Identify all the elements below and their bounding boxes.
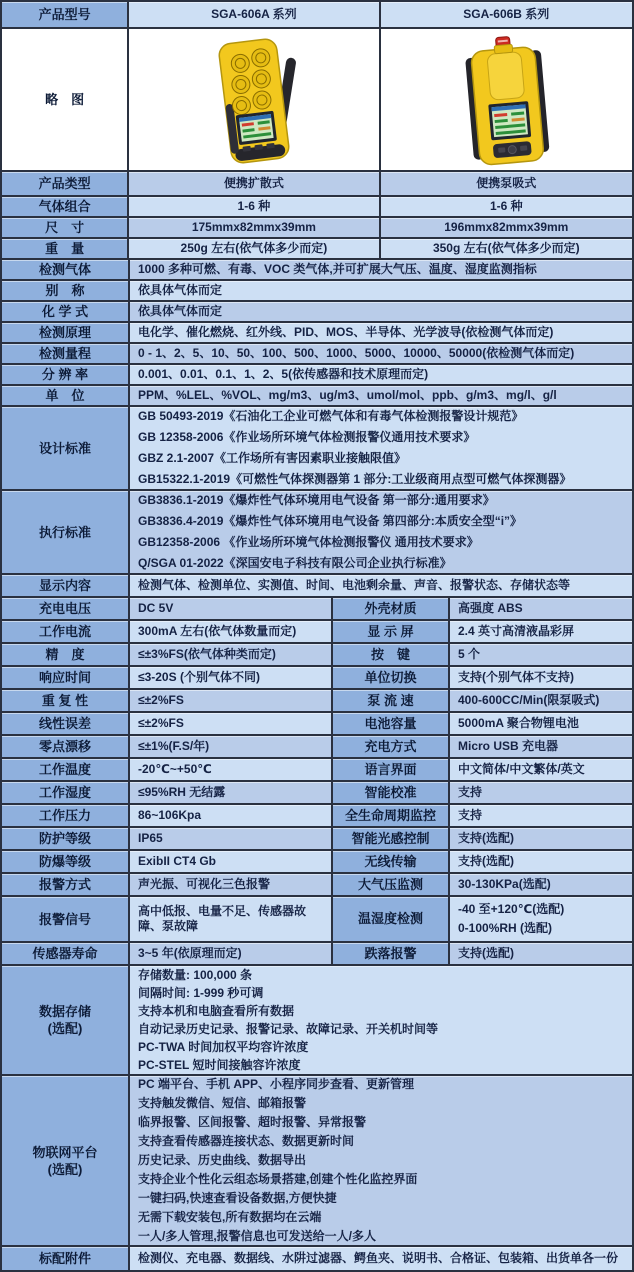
light-sense-value: 支持(选配): [450, 828, 632, 849]
row-gas-combo: [2, 197, 632, 218]
linearity-error-value: ≤±2%FS: [130, 713, 333, 734]
row-alarm-signal: [2, 897, 632, 943]
principle-label: 检测原理: [2, 323, 130, 342]
smart-calibration-value: 支持: [450, 782, 632, 803]
unit-switch-label: 单位切换: [333, 667, 450, 688]
iot-line: 临界报警、区间报警、超时报警、异常报警: [138, 1115, 367, 1129]
row-exec-standards: [2, 491, 632, 575]
iot-line: 历史记录、历史曲线、数据导出: [138, 1153, 307, 1167]
display-content-label: 显示内容: [2, 575, 130, 596]
size-label: 尺 寸: [2, 218, 129, 237]
working-temp-label: 工作温度: [2, 759, 130, 780]
alarm-mode-value: 声光振、可视化三色报警: [130, 874, 333, 895]
pressure-monitor-label: 大气压监测: [333, 874, 450, 895]
row-response-time: [2, 667, 632, 690]
row-size: [2, 218, 632, 239]
design-standard-line: GB 50493-2019《石油化工企业可燃气体和有毒气体检测报警设计规范》: [138, 409, 524, 423]
storage-line: 自动记录历史记录、报警记录、故障记录、开关机时间等: [138, 1022, 439, 1036]
iot-line: 一人/多人管理,报警信息也可发送给一人/多人: [138, 1229, 377, 1243]
diffusion-detector-illustration: [179, 31, 329, 169]
row-working-pressure: [2, 805, 632, 828]
product-type-a: 便携扩散式: [129, 172, 380, 195]
exec-standards-label: 执行标准: [2, 491, 130, 573]
sensor-life-label: 传感器寿命: [2, 943, 130, 964]
working-temp-value: -20℃~+50℃: [130, 759, 333, 780]
weight-b: 350g 左右(依气体多少而定): [381, 239, 632, 258]
sensor-life-value: 3~5 年(依原理而定): [130, 943, 333, 964]
row-protection-grade: [2, 828, 632, 851]
weight-label: 重 量: [2, 239, 129, 258]
unit-label: 单 位: [2, 386, 130, 405]
pump-detector-illustration: [431, 31, 581, 169]
working-humidity-label: 工作湿度: [2, 782, 130, 803]
accuracy-value: ≤±3%FS(依气体种类而定): [130, 644, 333, 665]
row-product-images: [2, 29, 632, 172]
product-photo-sga606a: [129, 29, 380, 170]
range-label: 检测量程: [2, 344, 130, 363]
zero-drift-value: ≤±1%(F.S/年): [130, 736, 333, 757]
alias-label: 别 称: [2, 281, 130, 300]
alias-value: 依具体气体而定: [130, 281, 632, 300]
protection-grade-value: IP65: [130, 828, 333, 849]
row-principle: [2, 323, 632, 344]
row-explosion-proof: [2, 851, 632, 874]
row-product-type: [2, 172, 632, 197]
linearity-error-label: 线性误差: [2, 713, 130, 734]
gas-combo-b: 1-6 种: [381, 197, 632, 216]
storage-line: 间隔时间: 1-999 秒可调: [138, 986, 264, 1000]
product-type-label: 产品类型: [2, 172, 129, 195]
wireless-value: 支持(选配): [450, 851, 632, 872]
repeatability-label: 重 复 性: [2, 690, 130, 711]
humidity-range-line: 0-100%RH (选配): [458, 921, 553, 935]
working-pressure-value: 86~106Kpa: [130, 805, 333, 826]
row-data-storage: [2, 966, 632, 1076]
smart-calibration-label: 智能校准: [333, 782, 450, 803]
temp-range-line: -40 至+120℃(选配): [458, 902, 565, 916]
row-working-humidity: [2, 782, 632, 805]
storage-line: 支持本机和电脑查看所有数据: [138, 1004, 295, 1018]
row-formula: [2, 302, 632, 323]
exec-standard-line: GB12358-2006 《作业场所环境气体检测报警仪 通用技术要求》: [138, 535, 479, 549]
charge-method-label: 充电方式: [333, 736, 450, 757]
wireless-label: 无线传输: [333, 851, 450, 872]
iot-platform-label: [2, 1076, 130, 1245]
language-label: 语言界面: [333, 759, 450, 780]
row-working-current: [2, 621, 632, 644]
gas-combo-label: 气体组合: [2, 197, 129, 216]
iot-label-line2: (选配): [47, 1161, 83, 1177]
row-alarm-mode: [2, 874, 632, 897]
data-storage-label: [2, 966, 130, 1074]
row-accuracy: [2, 644, 632, 667]
row-design-standards: [2, 407, 632, 491]
row-alias: [2, 281, 632, 302]
working-current-value: 300mA 左右(依气体数量而定): [130, 621, 333, 642]
data-storage-value: [130, 966, 632, 1074]
row-display-content: [2, 575, 632, 598]
model-a: SGA-606A 系列: [129, 2, 380, 27]
language-value: 中文简体/中文繁体/英文: [450, 759, 632, 780]
row-model: [2, 2, 632, 29]
battery-capacity-label: 电池容量: [333, 713, 450, 734]
row-repeatability: [2, 690, 632, 713]
drop-alarm-value: 支持(选配): [450, 943, 632, 964]
principle-value: 电化学、催化燃烧、红外线、PID、MOS、半导体、光学波导(依检测气体而定): [130, 323, 632, 342]
row-unit: [2, 386, 632, 407]
iot-line: PC 端平台、手机 APP、小程序同步查看、更新管理: [138, 1077, 415, 1091]
working-humidity-value: ≤95%RH 无结露: [130, 782, 333, 803]
charge-voltage-label: 充电电压: [2, 598, 130, 619]
iot-line: 支持企业个性化云组态场景搭建,创建个性化监控界面: [138, 1172, 418, 1186]
row-accessories: [2, 1247, 632, 1270]
response-time-value: ≤3-20S (个别气体不同): [130, 667, 333, 688]
storage-line: 存储数量: 100,000 条: [138, 968, 253, 982]
storage-line: PC-TWA 时间加权平均容许浓度: [138, 1040, 309, 1054]
pump-speed-label: 泵 流 速: [333, 690, 450, 711]
keys-label: 按 键: [333, 644, 450, 665]
resolution-label: 分 辨 率: [2, 365, 130, 384]
data-storage-label-line1: 数据存储: [38, 1004, 91, 1019]
iot-label-line1: 物联网平台: [32, 1144, 98, 1160]
working-current-label: 工作电流: [2, 621, 130, 642]
gas-combo-a: 1-6 种: [129, 197, 380, 216]
accuracy-label: 精 度: [2, 644, 130, 665]
design-standard-line: GB15322.1-2019《可燃性气体探测器第 1 部分:工业级商用点型可燃气体探测器》: [138, 472, 572, 486]
row-zero-drift: [2, 736, 632, 759]
unit-value: PPM、%LEL、%VOL、mg/m3、ug/m3、umol/mol、ppb、g/m3、mg/l、g/l: [130, 386, 632, 405]
formula-value: 依具体气体而定: [130, 302, 632, 321]
explosion-proof-value: ExibII CT4 Gb: [130, 851, 333, 872]
temp-humidity-label: 温湿度检测: [333, 897, 450, 941]
model-label: 产品型号: [2, 2, 129, 27]
exec-standards-value: [130, 491, 632, 573]
formula-label: 化 学 式: [2, 302, 130, 321]
battery-capacity-value: 5000mA 聚合物锂电池: [450, 713, 632, 734]
drop-alarm-label: 跌落报警: [333, 943, 450, 964]
row-resolution: [2, 365, 632, 386]
row-working-temp: [2, 759, 632, 782]
iot-line: 支持查看传感器连接状态、数据更新时间: [138, 1134, 355, 1148]
resolution-value: 0.001、0.01、0.1、1、2、5(依传感器和技术原理而定): [130, 365, 632, 384]
row-range: [2, 344, 632, 365]
row-sensor-life: [2, 943, 632, 966]
row-weight: [2, 239, 632, 260]
pressure-monitor-value: 30-130KPa(选配): [450, 874, 632, 895]
working-pressure-label: 工作压力: [2, 805, 130, 826]
design-standard-line: GB 12358-2006《作业场所环境气体检测报警仪通用技术要求》: [138, 430, 476, 444]
storage-line: PC-STEL 短时间接触容许浓度: [138, 1058, 301, 1072]
size-b: 196mmx82mmx39mm: [381, 218, 632, 237]
charge-method-value: Micro USB 充电器: [450, 736, 632, 757]
row-charge-voltage: [2, 598, 632, 621]
row-linearity-error: [2, 713, 632, 736]
repeatability-value: ≤±2%FS: [130, 690, 333, 711]
shell-material-label: 外壳材质: [333, 598, 450, 619]
exec-standard-line: GB3836.4-2019《爆炸性气体环境用电气设备 第四部分:本质安全型“i”》: [138, 514, 523, 528]
detect-gas-value: 1000 多种可燃、有毒、VOC 类气体,并可扩展大气压、温度、湿度监测指标: [130, 260, 632, 279]
detect-gas-label: 检测气体: [2, 260, 130, 279]
design-standard-line: GBZ 2.1-2007《工作场所有害因素职业接触限值》: [138, 451, 407, 465]
model-b: SGA-606B 系列: [381, 2, 632, 27]
alarm-signal-value: 高中低报、电量不足、传感器故障、泵故障: [130, 897, 333, 941]
keys-value: 5 个: [450, 644, 632, 665]
size-a: 175mmx82mmx39mm: [129, 218, 380, 237]
row-detect-gas: [2, 260, 632, 281]
accessories-label: 标配附件: [2, 1247, 130, 1270]
design-standards-label: 设计标准: [2, 407, 130, 489]
iot-line: 一键扫码,快速查看设备数据,方便快捷: [138, 1191, 337, 1205]
alarm-signal-label: 报警信号: [2, 897, 130, 941]
iot-platform-value: [130, 1076, 632, 1245]
shell-material-value: 高强度 ABS: [450, 598, 632, 619]
weight-a: 250g 左右(依气体多少而定): [129, 239, 380, 258]
protection-grade-label: 防护等级: [2, 828, 130, 849]
exec-standard-line: Q/SGA 01-2022《深国安电子科技有限公司企业执行标准》: [138, 556, 452, 570]
lifecycle-monitor-label: 全生命周期监控: [333, 805, 450, 826]
temp-humidity-value: [450, 897, 632, 941]
screen-value: 2.4 英寸高清液晶彩屏: [450, 621, 632, 642]
data-storage-label-line2: (选配): [47, 1021, 83, 1036]
screen-label: 显 示 屏: [333, 621, 450, 642]
iot-line: 支持触发微信、短信、邮箱报警: [138, 1096, 307, 1110]
design-standards-value: [130, 407, 632, 489]
product-photo-sga606b: [381, 29, 632, 170]
light-sense-label: 智能光感控制: [333, 828, 450, 849]
row-iot-platform: [2, 1076, 632, 1247]
display-content-value: 检测气体、检测单位、实测值、时间、电池剩余量、声音、报警状态、存储状态等: [130, 575, 632, 596]
unit-switch-value: 支持(个别气体不支持): [450, 667, 632, 688]
exec-standard-line: GB3836.1-2019《爆炸性气体环境用电气设备 第一部分:通用要求》: [138, 493, 495, 507]
lifecycle-monitor-value: 支持: [450, 805, 632, 826]
alarm-mode-label: 报警方式: [2, 874, 130, 895]
range-value: 0 - 1、2、5、10、50、100、500、1000、5000、10000、50000(依检测气体而定): [130, 344, 632, 363]
image-label: 略 图: [2, 29, 129, 170]
charge-voltage-value: DC 5V: [130, 598, 333, 619]
iot-line: 无需下载安装包,所有数据均在云端: [138, 1210, 322, 1224]
explosion-proof-label: 防爆等级: [2, 851, 130, 872]
accessories-value: 检测仪、充电器、数据线、水阱过滤器、鳄鱼夹、说明书、合格证、包装箱、出货单各一份: [130, 1247, 632, 1270]
response-time-label: 响应时间: [2, 667, 130, 688]
product-type-b: 便携泵吸式: [381, 172, 632, 195]
pump-speed-value: 400-600CC/Min(限泵吸式): [450, 690, 632, 711]
zero-drift-label: 零点漂移: [2, 736, 130, 757]
